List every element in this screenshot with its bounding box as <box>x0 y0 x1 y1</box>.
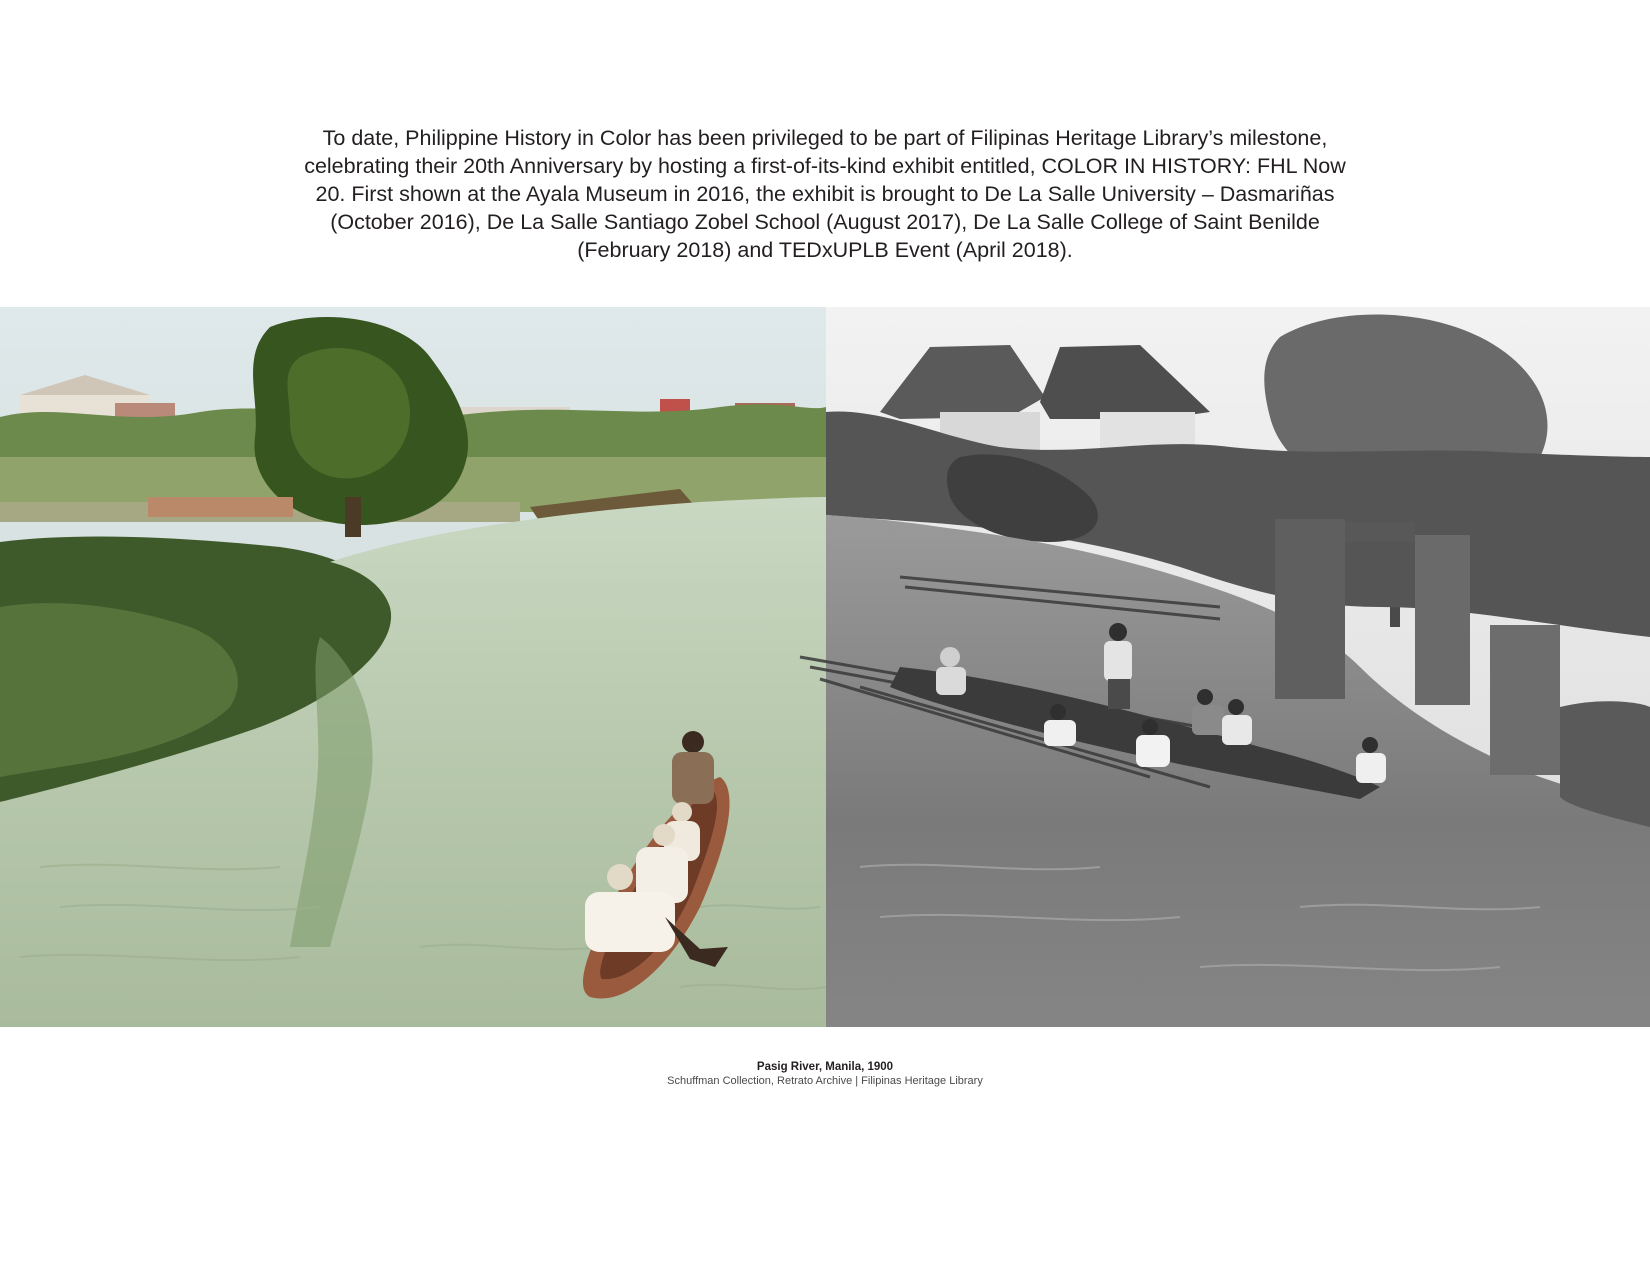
caption-title: Pasig River, Manila, 1900 <box>756 1061 894 1073</box>
river-photo-illustration <box>0 307 1650 1027</box>
intro-paragraph <box>240 124 1410 264</box>
intro-line-4: (October 2016), De La Salle Santiago Zobel School (August 2017), De La Salle College of Saint Benilde <box>330 210 1320 234</box>
intro-line-2: celebrating their 20th Anniversary by hosting a first-of-its-kind exhibit entitled, COLOR IN HISTORY: FHL Now <box>304 154 1346 178</box>
colorized-half <box>0 307 826 1027</box>
caption-credit: Schuffman Collection, Retrato Archive | Filipinas Heritage Library <box>667 1075 983 1087</box>
river-photo <box>0 307 1650 1027</box>
photo-caption <box>0 1060 1650 1088</box>
intro-line-3: 20. First shown at the Ayala Museum in 2016, the exhibit is brought to De La Salle University – Dasmariñas <box>315 182 1335 206</box>
intro-line-5: (February 2018) and TEDxUPLB Event (April 2018). <box>577 238 1073 262</box>
intro-line-1: To date, Philippine History in Color has been privileged to be part of Filipinas Heritage Library’s milestone, <box>322 126 1328 150</box>
black-and-white-half <box>800 307 1650 1027</box>
